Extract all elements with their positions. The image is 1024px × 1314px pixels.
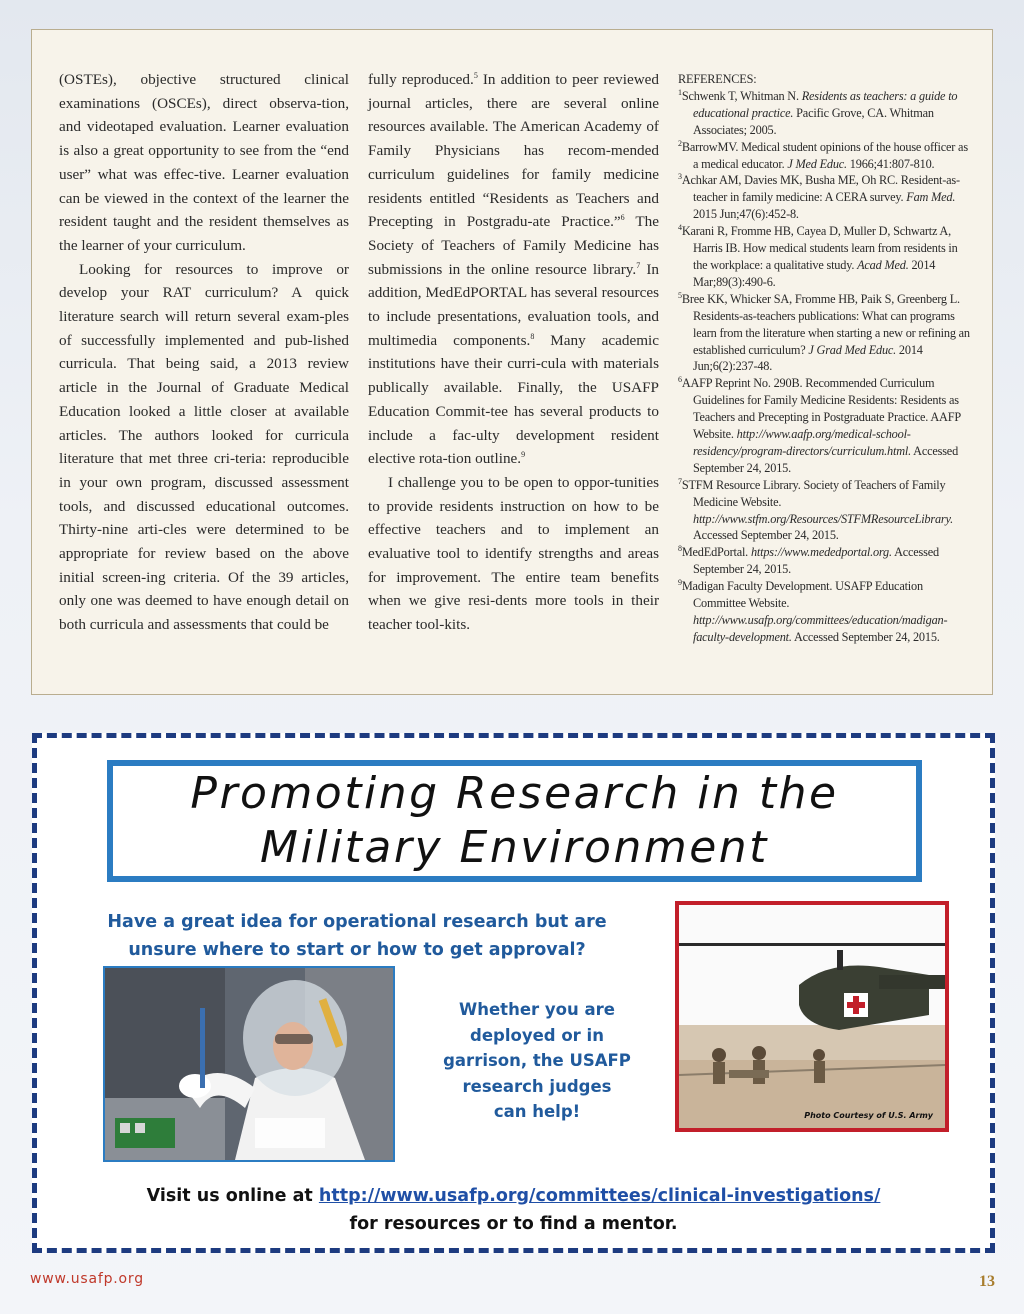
reference-text: Schwenk T, Whitman N. [681,88,802,103]
helicopter-photo-illustration [679,905,945,1128]
reference-journal: https://www.mededportal.org. [750,545,892,560]
text-run: fully reproduced. [368,71,474,88]
reference-journal: J Grad Med Educ. [808,342,897,357]
text-run: In addition to peer reviewed journal articles, there are several online resources available. The American Academy of Family Physicians has recom-mended curriculum guidelines for family medicine residents entitled “Residents as Teachers and Precepting in Postgradu-ate Practice.” [368,71,659,231]
reference-item [678,544,970,578]
reference-journal: J Med Educ. [787,156,847,171]
reference-text: BarrowMV. Medical student opinions of the house officer as a medical educator. [681,139,968,171]
reference-journal: http://www.usafp.org/committees/education/madigan-faculty-development. [693,613,948,644]
deploy-line: garrison, the USAFP [443,1051,631,1070]
reference-number: 2 [678,138,682,148]
article-column-1 [59,68,349,637]
references-items [678,88,970,646]
reference-text: Accessed September 24, 2015. [693,528,839,543]
reference-text: Pacific Grove, CA. Whitman Associates; 2005. [693,105,934,137]
reference-text: Accessed September 24, 2015. [791,629,940,644]
article-paragraph: Looking for resources to improve or develop your RAT curriculum? A quick literature search will return several exam-ples of successfully implemented and pub-lished curricula. That being said, a 2013 review article in the Journal of Graduate Medical Education looked a little closer at available articles. The authors looked for curricula literature that met three cri-teria: reproducible in your own program, discussed assessment tools, and discussed educational outcomes. Thirty-nine arti-cles were determined to be appropriate for review based on the above initial screen-ing criteria. Of the 39 articles, only one was deemed to have enough detail on both curricula and assessments that could be [59,260,349,634]
citation-sup: 7 [636,260,641,270]
deploy-line: can help! [493,1102,581,1121]
reference-number: 1 [678,87,682,97]
reference-text: 2015 Jun;47(6):452-8. [693,207,799,222]
reference-item [678,172,970,223]
article-paragraph: I challenge you to be open to oppor-tunities to provide residents instruction on how to be effective teachers and to implement an evaluative tool to identify strengths and areas for improvement. The entire team benefits when we give resi-dents more tools in their teacher tool-kits. [368,473,659,634]
reference-number: 7 [678,476,682,486]
citation-sup: 8 [530,331,535,341]
reference-item [678,375,970,476]
deploy-line: research judges [462,1076,612,1096]
reference-journal: Residents as teachers: a guide to educational practice. [693,88,958,120]
article-paragraph [368,68,659,471]
promo-visit [37,1182,990,1238]
text-run: The Society of Teachers of Family Medicine has submissions in the online resource library. [368,213,659,278]
visit-prefix: Visit us online at [146,1186,319,1206]
promo-title-box [107,760,922,882]
page-number: 13 [979,1273,995,1290]
reference-number: 4 [678,223,682,233]
reference-text: Achkar AM, Davies MK, Busha ME, Oh RC. Resident-as-teacher in family medicine: A CERA survey. [681,173,960,205]
reference-number: 3 [678,172,682,182]
reference-text: Bree KK, Whicker SA, Fromme HB, Paik S, Greenberg L. Residents-as-teachers publications: What can programs learn from the literature when starting a new or refining an established curriculum? [681,291,970,357]
reference-text: 2014 Mar;89(3):490-6. [693,257,936,289]
reference-journal: Fam Med. [906,190,956,205]
reference-item [678,139,970,173]
reference-item [678,477,970,545]
references-heading: REFERENCES: [678,72,757,86]
reference-item [678,578,970,646]
clinical-investigations-link[interactable]: http://www.usafp.org/committees/clinical-investigations/ [318,1186,881,1206]
reference-item [678,291,970,376]
visit-line-2: for resources or to find a mentor. [349,1214,678,1234]
reference-text: 1966;41:807-810. [846,156,935,171]
reference-number: 8 [678,544,682,554]
reference-journal: http://www.stfm.org/Resources/STFMResourceLibrary. [693,511,953,526]
promo-question: Have a great idea for operational research but are unsure where to start or how to get approval? [107,912,607,960]
reference-journal: Acad Med. [857,257,909,272]
lab-researcher-photo [103,966,395,1162]
reference-text: 2014 Jun;6(2):237-48. [693,342,923,374]
reference-item [678,223,970,291]
helicopter-photo [675,901,949,1132]
reference-item [678,88,970,139]
promo-title-line-1: Promoting Research in the [190,768,839,819]
reference-journal: http://www.aafp.org/medical-school-residency/program-directors/curriculum.html. [693,427,911,458]
reference-text: Karani R, Fromme HB, Cayea D, Muller D, Schwartz A, Harris IB. How medical students learn from residents in the workplace: a qualitative study. [681,224,958,272]
photo-credit: Photo Courtesy of U.S. Army [804,1111,933,1120]
promo-deploy-text [427,997,647,1125]
article-paragraph: (OSTEs), objective structured clinical examinations (OSCEs), direct observa-tion, and videotaped evaluation. Learner evaluation is also a great opportunity to see from the “end user” what was effec-tive. Learner evaluation can be viewed in the context of the learner the resident taught and the resident themselves as the learner of your curriculum. [59,71,349,254]
promo-box [32,733,995,1253]
footer-website[interactable]: www.usafp.org [30,1271,144,1287]
reference-number: 6 [678,375,682,385]
reference-text: Accessed September 24, 2015. [693,545,939,577]
reference-text: AAFP Reprint No. 290B. Recommended Curriculum Guidelines for Family Medicine Residents: Residents as Teachers and Precepting in Postgraduate Practice. AAFP Website. [681,376,961,442]
citation-sup: 5 [473,71,478,80]
promo-title-line-2: Military Environment [260,822,769,873]
references-list [678,71,970,646]
reference-number: 5 [678,290,682,300]
deploy-line: Whether you are [459,1000,615,1019]
reference-number: 9 [678,578,682,588]
visit-line-1 [37,1182,990,1210]
text-run: Many academic institutions have their curri-cula with materials publically available. Finally, the USAFP Education Commit-tee has several products to include a fac-ulty development resident elective rota-tion outline. [368,331,659,468]
deploy-line: deployed or in [470,1025,604,1045]
article-box [31,29,993,695]
article-column-2 [368,68,659,637]
reference-text: STFM Resource Library. Society of Teachers of Family Medicine Website. [681,477,946,509]
reference-text: Madigan Faculty Development. USAFP Education Committee Website. [681,579,923,611]
reference-text: MedEdPortal. [681,545,751,560]
citation-sup: 9 [521,450,526,460]
lab-photo-illustration [105,968,393,1160]
reference-text: Accessed September 24, 2015. [693,443,959,475]
text-run: In addition, MedEdPORTAL has several resources to include presentations, evaluation tools, and multimedia components. [368,260,660,349]
citation-sup: 6 [620,213,625,223]
